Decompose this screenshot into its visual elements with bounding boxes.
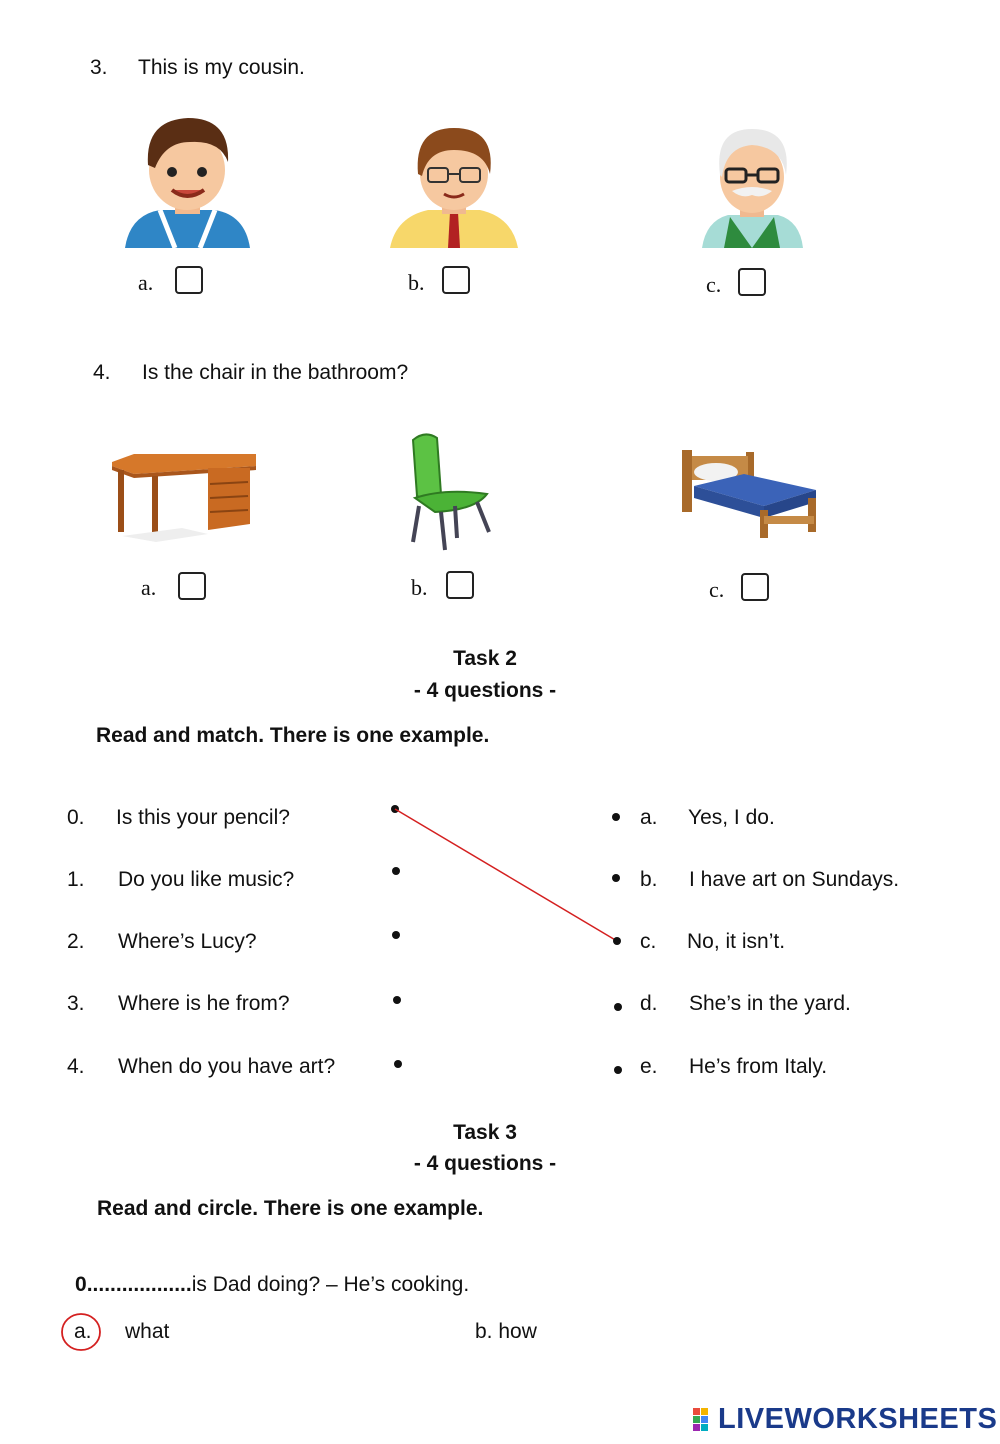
q4-option-c-label: c. [709, 577, 725, 602]
q3-number: 3. [90, 56, 108, 79]
task3-option-a-text[interactable]: what [125, 1320, 170, 1343]
task2-instruction: Read and match. There is one example. [96, 724, 490, 747]
liveworksheets-brand: LIVEWORKSHEETS [718, 1403, 998, 1435]
q3-option-c-label: c. [706, 272, 722, 297]
match-right-dot-d[interactable] [614, 1003, 622, 1011]
q3-option-b-label: b. [408, 270, 425, 295]
match-left-number: 1. [67, 868, 85, 891]
q3-option-a-label: a. [138, 270, 154, 295]
match-right-letter: e. [640, 1055, 658, 1078]
task3-example-number: 0 [75, 1273, 87, 1296]
match-left-text: Where’s Lucy? [118, 930, 257, 953]
match-left-number: 4. [67, 1055, 85, 1078]
match-right-text: No, it isn’t. [687, 930, 786, 953]
match-left-text: Where is he from? [118, 992, 290, 1015]
match-right-letter: d. [640, 992, 658, 1015]
match-right-dot-a[interactable] [612, 813, 620, 821]
task3-option-a-label[interactable]: a. [74, 1320, 92, 1343]
q3-text: This is my cousin. [138, 56, 305, 79]
match-left-number: 0. [67, 806, 85, 829]
match-right-letter: c. [640, 930, 657, 953]
task3-subtitle: - 4 questions - [413, 1152, 557, 1175]
match-right-letter: a. [640, 806, 658, 829]
q4-option-a-label: a. [141, 575, 157, 600]
task3-example-rest: is Dad doing? – He’s cooking. [191, 1273, 470, 1296]
task3-title: Task 3 [453, 1121, 517, 1144]
match-left-text: When do you have art? [118, 1055, 336, 1078]
match-left-number: 3. [67, 992, 85, 1015]
task2-title: Task 2 [453, 647, 517, 670]
match-right-text: He’s from Italy. [689, 1055, 828, 1078]
q4-number: 4. [93, 361, 111, 384]
match-right-dot-b[interactable] [612, 874, 620, 882]
task3-example-sentence [75, 1273, 469, 1297]
match-left-text: Do you like music? [118, 868, 295, 891]
task3-example-blank: .................. [86, 1273, 192, 1296]
match-right-text: She’s in the yard. [689, 992, 851, 1015]
q4-option-b-label: b. [411, 575, 428, 600]
match-right-dot-c[interactable] [613, 937, 621, 945]
q4-text: Is the chair in the bathroom? [142, 361, 409, 384]
task2-subtitle: - 4 questions - [413, 679, 557, 702]
match-right-dot-e[interactable] [614, 1066, 622, 1074]
task3-option-b[interactable]: b. how [475, 1320, 537, 1343]
match-left-text: Is this your pencil? [116, 806, 290, 829]
match-right-letter: b. [640, 868, 658, 891]
match-left-number: 2. [67, 930, 85, 953]
liveworksheets-logo-icon [693, 1408, 717, 1432]
match-right-text: Yes, I do. [688, 806, 775, 829]
match-right-text: I have art on Sundays. [689, 868, 900, 891]
task3-instruction: Read and circle. There is one example. [97, 1197, 484, 1220]
